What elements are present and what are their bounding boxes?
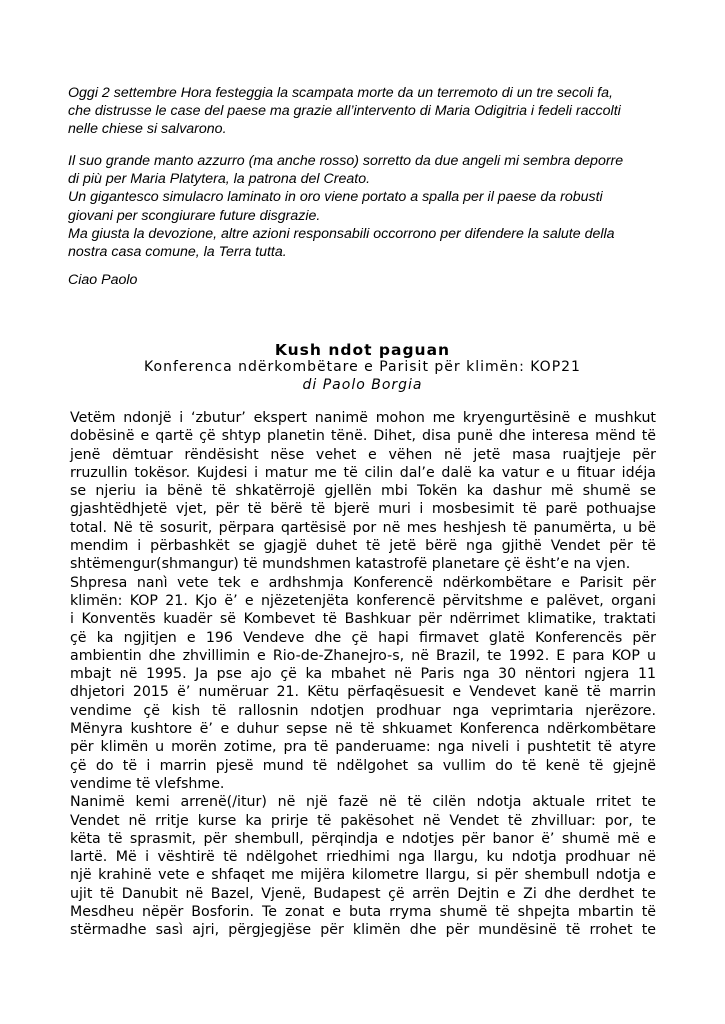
italic-line: nelle chiese si salvarono. [68,121,227,138]
body-line: Vetëm ndonjë i ‘zbutur’ ekspert nanimë mohon me kryengurtësinë e mushkut [70,410,656,426]
italic-line: Un gigantesco simulacro laminato in oro viene portato a spalla per il paese da robusti [68,189,603,206]
body-line: lartë. Më i vështirë të ndëlgohet rriedhimi nga llargu, ku ndotja prodhuar në [70,849,656,866]
body-line: i Konventës kuadër së Kombevet të Bashkuar për ndërrimet klimatike, traktati [70,611,656,628]
body-line: mbajt në 1995. Ja pse ajo çë ka mbahet në Paris nga 30 nëntori ngjera 11 [70,666,656,683]
body-line: Vendet në rritje kurse ka prirje të pakësohet në Vendet të zhvilluar: por, te [70,812,656,829]
body-line: vendime të vlefshme. [70,775,225,792]
body-line: Mesdheu nëpër Bosforin. Te zonat e buta rryma shumë të shpejta mbartin të [70,904,656,921]
body-line: dobësinë e qartë çë shtyp planetin tënë. Dihet, disa punë dhe interesa mënd të [70,428,656,445]
body-line: një krahinë vete e shfaqet me mijëra kilometre llargu, si për shembull ndotja e [70,867,656,884]
italic-line: di più per Maria Platytera, la patrona del Creato. [68,171,371,188]
body-line: çë ka ngjitjen e 196 Vendeve dhe çë hapi firmavet glatë Konferencës për [70,629,656,646]
body-line: mendim i përbashkët se gjagjë duhet të jetë bërë nga gjithë Vendet për të [70,538,656,555]
devotion-paragraph [68,152,668,261]
body-line: për klimën u morën zotime, pra të panderuame: nga niveli i pushtetit të atyre [70,739,656,756]
body-line: stërmadhe sasì ajri, përgjegjëse për klimën dhe për mundësinë të rrohet te [70,922,656,939]
italic-line: che distrusse le case del paese ma grazie all’intervento di Maria Odigitria i fedeli raccolti [68,103,621,120]
italic-line: Ciao Paolo [68,272,138,288]
article-body [70,409,656,940]
body-line: total. Në të sosurit, përpara qartësisë por në mes heshjesh të panumërta, u bë [70,519,656,536]
article-author: di Paolo Borgia [302,377,423,393]
article-subtitle: Konferenca ndërkombëtare e Parisit për klimën: KOP21 [144,359,581,375]
italic-line: Ma giusta la devozione, altre azioni responsabili occorrono per difendere la salute della [68,225,615,242]
body-line: se njeriu ia bënë të shkatërrojë gjellën mbi Tokën ka dashur më shumë se [70,483,656,500]
intro-paragraph [68,84,668,139]
body-line: shtëmengur(shmangur) të mundshmen katastrofë planetare çë ësht’e na vjen. [70,556,631,573]
body-line: ambientin dhe zhvillimin e Rio-de-Zhanejro-s, në Brazil, te 1992. E para KOP u [70,647,656,664]
signature-paragraph [68,271,668,289]
italic-line: Il suo grande manto azzurro (ma anche rosso) sorretto da due angeli mi sembra deporre [68,153,624,169]
body-line: dhjetori 2015 ë’ numëruar 21. Këtu përfaqësuesit e Vendevet kanë të marrin [70,684,656,701]
body-line: këta të sprasmit, për shembull, përqindja e ndotjes për banor ë’ shumë më e [70,830,656,847]
body-line: Mënyra kushtore ë’ e duhur sepse në të shkuamet Konferenca ndërkombëtare [70,721,656,738]
body-line: jenë dëmtuar rëndësisht nëse vehet e vëhen në jetë masa ruajtjeje për [70,446,656,463]
body-line: Shpresa nanì vete tek e ardhshmja Konferencë ndërkombëtare e Parisit për [70,574,656,591]
body-line: Nanimë kemi arrenë(/itur) në një fazë në të cilën ndotja aktuale rritet te [70,794,656,811]
body-line: ujit të Danubit në Bazel, Vjenë, Budapest çë arrën Dejtin e Zi dhe derdhet te [70,885,656,902]
italic-line: Oggi 2 settembre Hora festeggia la scampata morte da un terremoto di un tre secoli fa, [68,85,613,101]
body-line: gjashtëdhjetë vjet, për të bërë të bjerë muri i mosbesimit të parë pothuajse [70,501,656,518]
body-line: çë do të i marrin pjesë mund të ndëlgohet sa vullim do të kenë të gjejnë [70,757,656,774]
italic-line: nostra casa comune, la Terra tutta. [68,244,287,261]
article-title: Kush ndot paguan [274,341,451,359]
body-line: vendime çë kish të rallosnin ndotjen prodhuar nga veprimtaria njerëzore. [70,702,656,719]
body-line: rruzullin tokësor. Kujdesi i matur me të cilin dal’e dalë ka vatur e u fituar idéja [70,464,656,481]
body-line: klimën: KOP 21. Kjo ë’ e njëzetenjëta konferencë përvitshme e palëvet, organi [70,592,656,609]
italic-line: giovani per scongiurare future disgrazie. [68,207,321,224]
